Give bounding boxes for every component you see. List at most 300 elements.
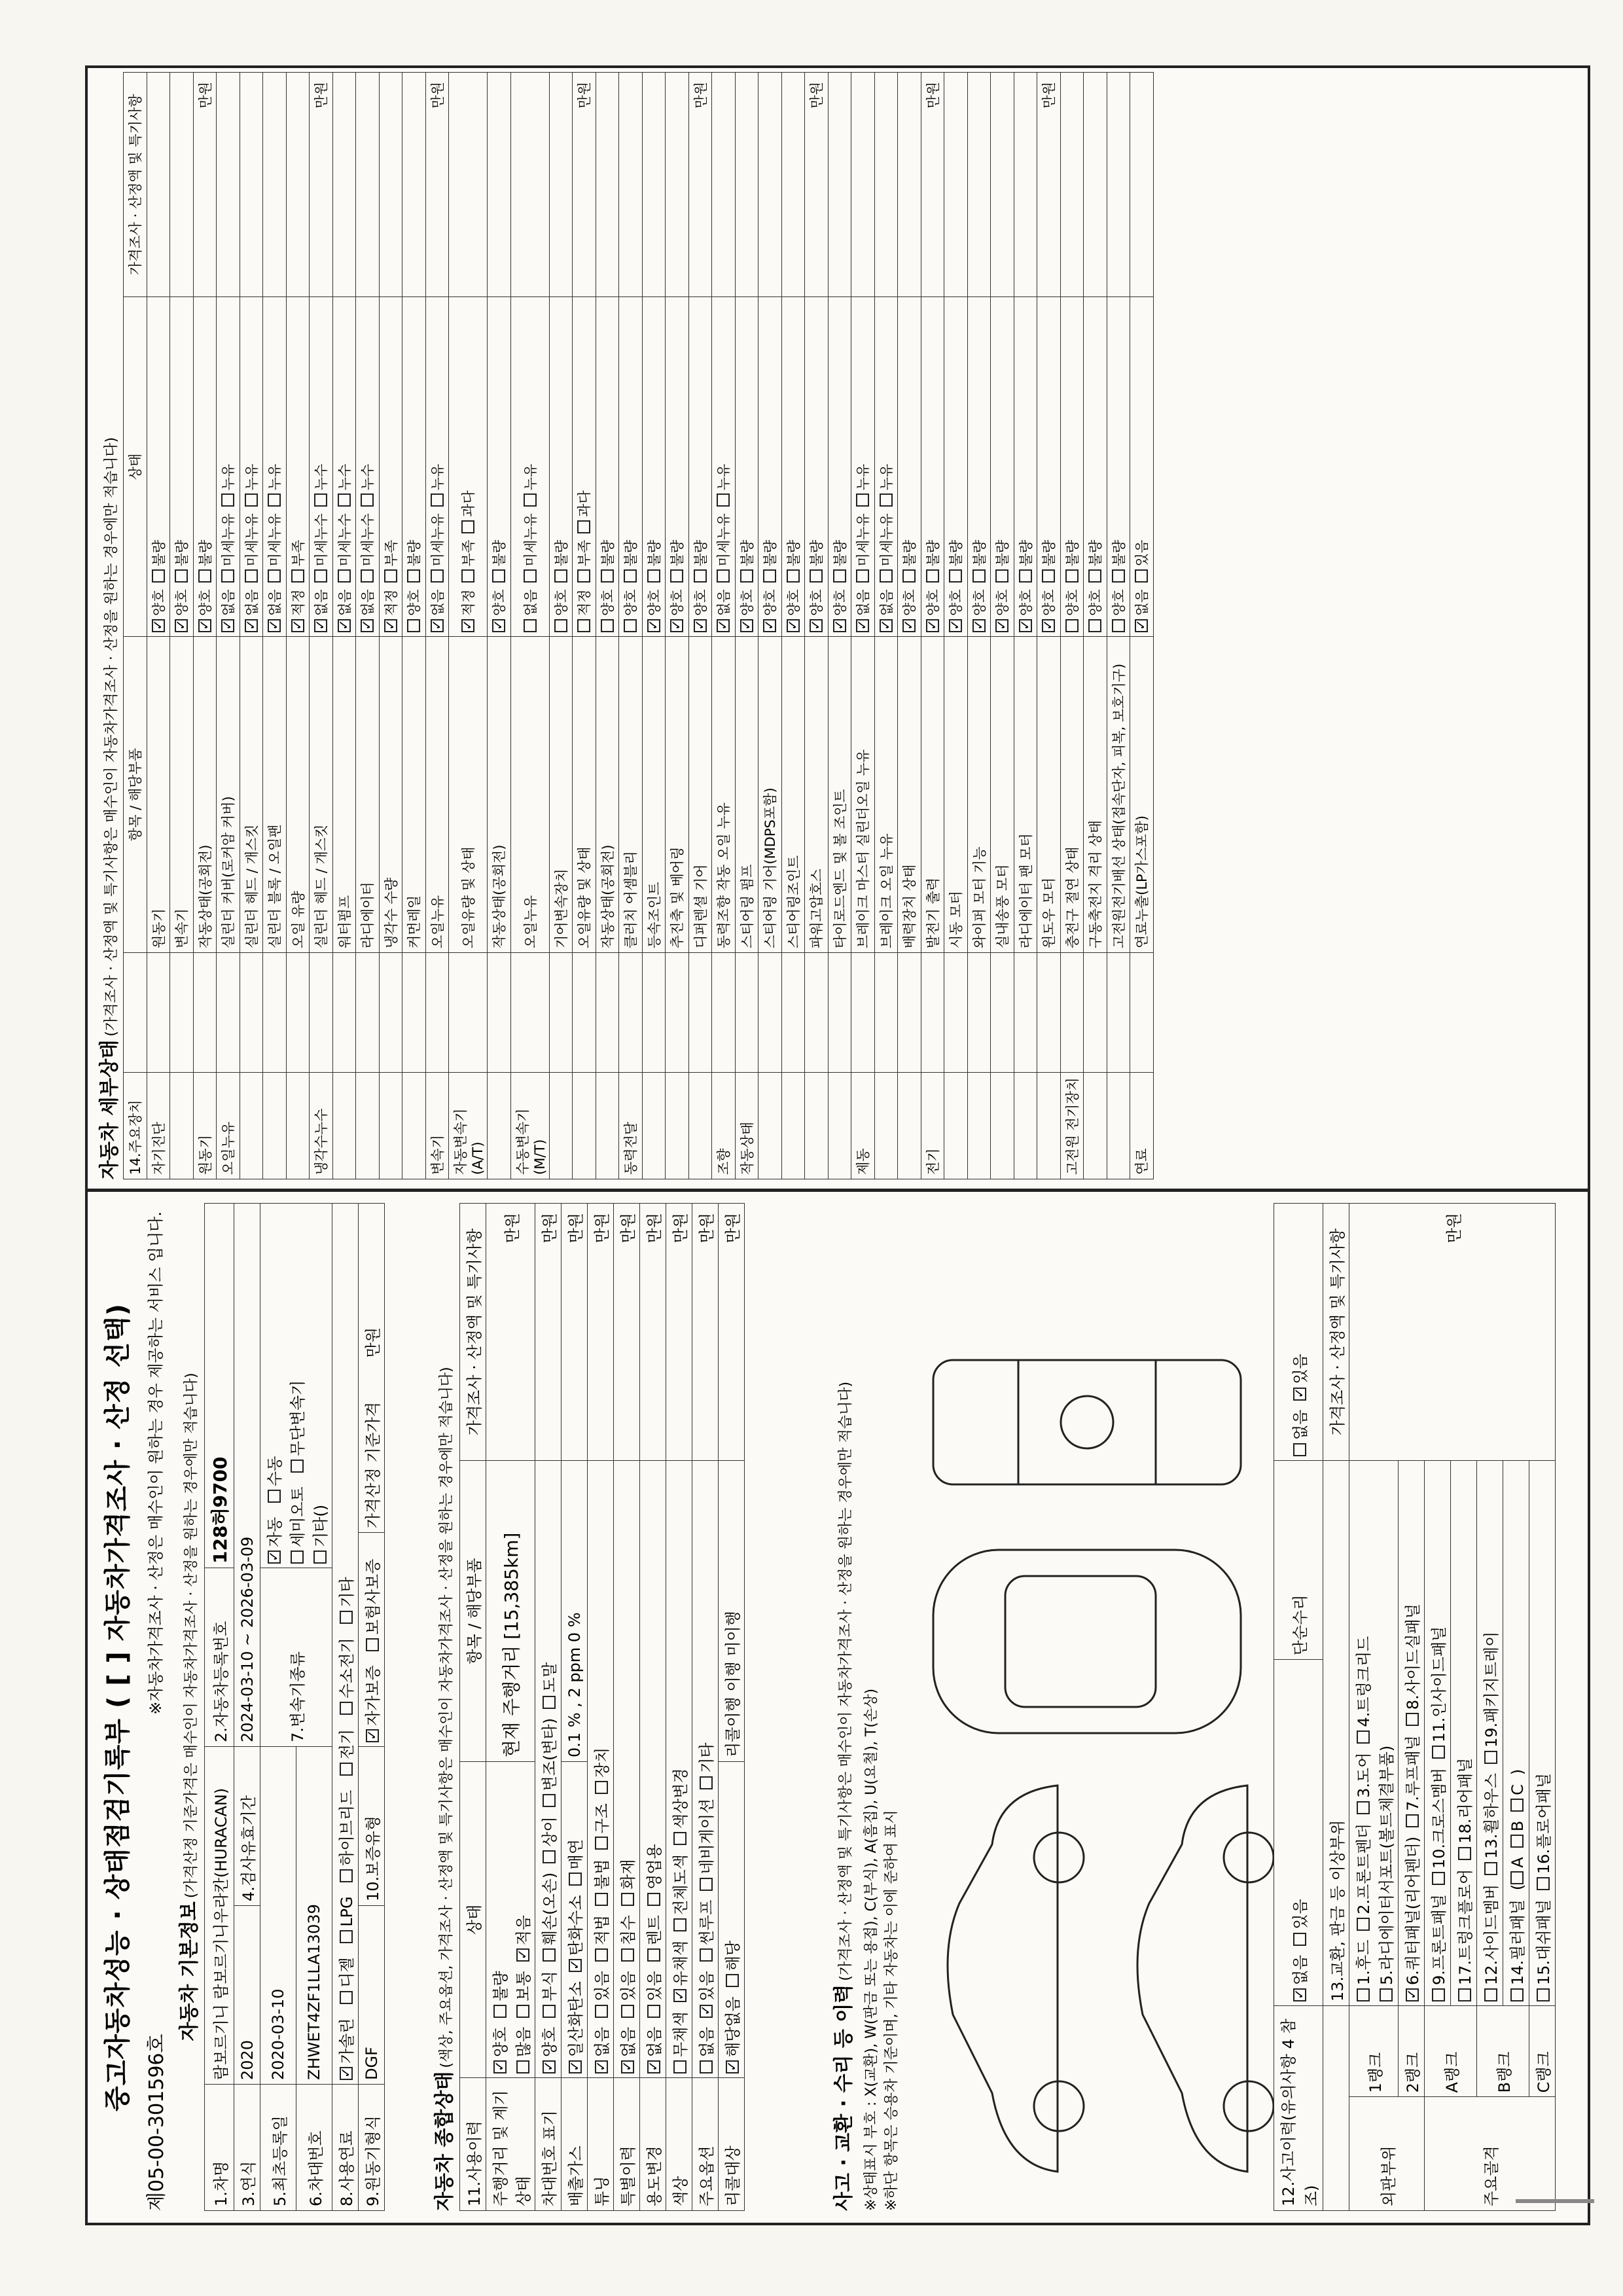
cb-sp-flood[interactable]	[621, 1948, 634, 1962]
checkbox-insurer-warranty[interactable]	[366, 1638, 379, 1651]
detail-item: 냉각수 수량	[379, 637, 402, 953]
state-checkbox[interactable]	[1019, 619, 1032, 632]
overall-label-use: 용도변경	[640, 2078, 666, 2211]
state-checkbox[interactable]	[670, 619, 683, 632]
state-checkbox[interactable]	[221, 569, 234, 583]
detail-price	[991, 73, 1014, 297]
state-checkbox[interactable]	[810, 569, 823, 583]
state-checkbox[interactable]	[245, 493, 258, 507]
state-option: 불량	[1041, 539, 1058, 567]
base-price-label: 가격산정 기준가격	[364, 1401, 382, 1529]
o-use-yes: 있음	[645, 1971, 664, 2001]
state-checkbox[interactable]	[717, 569, 730, 583]
detail-state	[510, 297, 549, 637]
detail-state	[217, 297, 240, 637]
state-checkbox[interactable]	[1019, 569, 1032, 583]
state-option: 과다	[461, 490, 476, 517]
cb-odo-few[interactable]	[516, 1948, 529, 1962]
state-checkbox[interactable]	[880, 619, 893, 632]
o-odo-bad: 불량	[491, 1971, 510, 2001]
state-checkbox[interactable]	[1135, 569, 1148, 583]
checkbox-diesel[interactable]	[340, 1991, 353, 2004]
state-checkbox[interactable]	[763, 619, 776, 632]
cb-use-rent[interactable]	[647, 1948, 660, 1962]
detail-price	[1060, 73, 1084, 297]
detail-price: 만원	[1037, 73, 1061, 297]
state-checkbox[interactable]	[361, 569, 374, 583]
overall-heading: 자동차 종합상태	[433, 2071, 456, 2211]
detail-state	[688, 297, 712, 637]
state-checkbox[interactable]	[856, 493, 869, 507]
overall-label-special: 특별이력	[614, 2078, 640, 2211]
checkbox-trans-etc[interactable]	[313, 1551, 327, 1564]
state-checkbox[interactable]	[1065, 619, 1079, 632]
state-checkbox[interactable]	[995, 619, 1008, 632]
state-checkbox[interactable]	[1088, 619, 1101, 632]
detail-item: 실린더 커버(로커암 커버)	[217, 637, 240, 953]
o-col-chrom: 유채색	[671, 1940, 690, 1986]
o-smoke: 매연	[567, 1839, 585, 1870]
detail-row	[596, 73, 619, 1179]
simple-options	[1274, 1204, 1323, 1461]
detail-group	[263, 1073, 287, 1179]
detail-price	[851, 73, 875, 297]
detail-spacer	[828, 953, 851, 1073]
detail-state	[1014, 297, 1037, 637]
detail-price	[488, 73, 511, 297]
state-checkbox[interactable]	[1042, 569, 1055, 583]
state-checkbox[interactable]	[833, 569, 846, 583]
state-checkbox[interactable]	[314, 569, 327, 583]
detail-group: 수동변속기(M/T)	[510, 1073, 549, 1179]
state-checkbox[interactable]	[245, 569, 258, 583]
state-checkbox[interactable]	[880, 493, 893, 507]
cb-col-achrom[interactable]	[673, 2060, 687, 2073]
state-checkbox[interactable]	[338, 493, 351, 507]
p-trunk-floor: 17.트렁크플로어	[1456, 1869, 1474, 1985]
state-checkbox[interactable]	[810, 619, 823, 632]
detail-row	[688, 73, 712, 1179]
state-option: 미세누수	[336, 513, 353, 567]
detail-item: 오일 유량	[286, 637, 310, 953]
tuning-unit: 만원	[588, 1204, 614, 1461]
ranka-items-2	[1451, 1461, 1477, 2006]
o-vin-damage: 훼손(오손)	[541, 1872, 559, 1946]
cb-tun-none[interactable]	[595, 2060, 608, 2073]
cb-acc-yes[interactable]	[1293, 1933, 1306, 1946]
detail-item: 라디에이터	[356, 637, 380, 953]
detail-row	[332, 73, 356, 1179]
cb-simple-none[interactable]	[1293, 1443, 1306, 1456]
cb-vin-rust[interactable]	[543, 2005, 556, 2018]
cb-tun-struct[interactable]	[595, 1837, 608, 1850]
state-option: 누유	[243, 463, 260, 491]
state-checkbox[interactable]	[601, 619, 614, 632]
cb-op-sunroof[interactable]	[700, 1948, 713, 1962]
state-checkbox[interactable]	[856, 569, 869, 583]
detail-item: 작동상태(공회전)	[193, 637, 217, 953]
cb-op-navi[interactable]	[700, 1878, 713, 1891]
state-option: 불량	[925, 539, 941, 567]
state-checkbox[interactable]	[361, 493, 374, 507]
o-col-achrom: 무채색	[671, 2011, 690, 2057]
state-checkbox[interactable]	[833, 619, 846, 632]
state-option: 양호	[739, 589, 755, 616]
detail-price	[898, 73, 921, 297]
cb-sp-none[interactable]	[621, 2060, 634, 2073]
detail-spacer	[851, 953, 875, 1073]
checkbox-hybrid[interactable]	[340, 1869, 353, 1882]
state-checkbox[interactable]	[1065, 569, 1079, 583]
label-vin: 6.차대번호	[296, 2085, 332, 2211]
cb-odo-good[interactable]	[493, 2060, 507, 2073]
detail-spacer	[488, 953, 511, 1073]
q13-label: 13.교환, 판금 등 이상부위	[1323, 1461, 1349, 2006]
p-front-panel: 9.프론트패널	[1430, 1894, 1448, 1985]
checkbox-electric[interactable]	[340, 1763, 353, 1776]
detail-spacer	[642, 953, 666, 1073]
state-checkbox[interactable]	[740, 569, 753, 583]
detail-state	[425, 297, 449, 637]
state-checkbox[interactable]	[198, 619, 211, 632]
cb-use-biz[interactable]	[647, 1893, 660, 1906]
state-option: 누유	[267, 463, 283, 491]
frame-label: 주요골격	[1425, 2097, 1556, 2211]
outer-label: 외판부위	[1349, 2097, 1425, 2211]
state-checkbox[interactable]	[624, 619, 637, 632]
state-checkbox[interactable]	[291, 569, 304, 583]
cb-vin-smear[interactable]	[543, 1696, 556, 1709]
detail-price	[596, 73, 619, 297]
state-checkbox[interactable]	[175, 569, 188, 583]
state-checkbox[interactable]	[554, 619, 567, 632]
state-checkbox[interactable]	[995, 569, 1008, 583]
state-checkbox[interactable]	[949, 619, 962, 632]
state-checkbox[interactable]	[524, 569, 537, 583]
state-checkbox[interactable]	[407, 569, 420, 583]
state-checkbox[interactable]	[694, 619, 707, 632]
cb-co[interactable]	[569, 2060, 582, 2073]
state-option: 불량	[406, 539, 423, 567]
detail-state	[573, 297, 596, 637]
state-checkbox[interactable]	[384, 619, 397, 632]
state-checkbox[interactable]	[175, 619, 188, 632]
opt-self-warranty: 자가보증	[364, 1665, 382, 1726]
state-checkbox[interactable]	[763, 569, 776, 583]
overall-label-emission: 배출가스	[562, 2078, 588, 2211]
cb-tun-device[interactable]	[595, 1781, 608, 1794]
cb-vin-damage[interactable]	[543, 1948, 556, 1962]
cb-use-yes[interactable]	[647, 2005, 660, 2018]
state-checkbox[interactable]	[670, 569, 683, 583]
detail-group	[240, 1073, 263, 1179]
state-checkbox[interactable]	[407, 619, 420, 632]
state-checkbox[interactable]	[152, 619, 165, 632]
cb-vin-diff[interactable]	[543, 1850, 556, 1863]
state-checkbox[interactable]	[338, 569, 351, 583]
detail-row	[874, 73, 898, 1179]
state-option: 양호	[1041, 589, 1058, 616]
state-checkbox[interactable]	[577, 619, 590, 632]
detail-price	[356, 73, 380, 297]
state-checkbox[interactable]	[291, 619, 304, 632]
detail-state	[1060, 297, 1084, 637]
o-op-sunroof: 썬루프	[698, 1899, 716, 1946]
cb-rec-yes[interactable]	[726, 1974, 739, 1987]
state-option: 미세누유	[878, 513, 895, 567]
basic-info-section	[173, 1203, 385, 2211]
state-option: 불량	[151, 539, 167, 567]
detail-item: 작동상태(공회전)	[596, 637, 619, 953]
cb-odo-bad[interactable]	[493, 2005, 507, 2018]
checkbox-fuel-etc[interactable]	[340, 1611, 353, 1624]
opt-cvt: 무단변속기	[289, 1380, 307, 1456]
state-option: 양호	[925, 589, 941, 616]
checkbox-lpg[interactable]	[340, 1930, 353, 1943]
value-first-reg: 2020-03-10	[260, 1747, 296, 2085]
state-checkbox[interactable]	[787, 619, 800, 632]
state-checkbox[interactable]	[787, 569, 800, 583]
state-checkbox[interactable]	[554, 569, 567, 583]
detail-price	[263, 73, 287, 297]
state-checkbox[interactable]	[856, 619, 869, 632]
state-checkbox[interactable]	[461, 619, 474, 632]
state-checkbox[interactable]	[902, 619, 916, 632]
state-checkbox[interactable]	[624, 569, 637, 583]
detail-item: 오일유량 및 상태	[573, 637, 596, 953]
state-checkbox[interactable]	[221, 493, 234, 507]
rankb-label: B랭크	[1477, 2006, 1529, 2098]
state-option: 없음	[855, 589, 872, 616]
detail-group: 자기진단	[147, 1073, 170, 1179]
state-checkbox[interactable]	[314, 619, 327, 632]
p-floor: 16.플로어패널	[1535, 1773, 1553, 1874]
detail-group	[379, 1073, 402, 1179]
state-checkbox[interactable]	[972, 619, 986, 632]
state-checkbox[interactable]	[492, 619, 505, 632]
detail-price	[217, 73, 240, 297]
overall-h-state: 상태	[460, 1762, 486, 2078]
label-warranty: 10.보증유형	[359, 1747, 385, 1906]
cb-tun-illegal[interactable]	[595, 1893, 608, 1906]
state-checkbox[interactable]	[717, 493, 730, 507]
state-checkbox[interactable]	[461, 520, 474, 533]
detail-group	[1107, 1073, 1130, 1179]
legend-symbols: ※상태표시 부호 : X(교환), W(판금 또는 용접), C(부식), A(흠집), U(요철), T(손상)	[863, 1688, 880, 2211]
state-option: 양호	[491, 589, 508, 616]
state-checkbox[interactable]	[577, 569, 590, 583]
state-checkbox[interactable]	[268, 569, 281, 583]
state-checkbox[interactable]	[694, 569, 707, 583]
cb-tun-yes[interactable]	[595, 2005, 608, 2018]
label-validity: 4.검사유효기간	[234, 1747, 260, 1906]
detail-spacer	[449, 953, 488, 1073]
cb-simple-yes[interactable]	[1293, 1388, 1306, 1401]
state-option: 불량	[197, 539, 213, 567]
state-checkbox[interactable]	[647, 569, 660, 583]
detail-group	[967, 1073, 991, 1179]
car-diagram	[907, 1203, 1274, 2211]
cb-odo-normal[interactable]	[516, 2005, 529, 2018]
state-option: 불량	[739, 539, 755, 567]
state-checkbox[interactable]	[740, 619, 753, 632]
state-checkbox[interactable]	[1135, 619, 1148, 632]
state-option: 불량	[971, 539, 988, 567]
state-option: 양호	[623, 589, 639, 616]
detail-row	[263, 73, 287, 1179]
cb-smoke[interactable]	[569, 1873, 582, 1886]
detail-item: 오일누유	[425, 637, 449, 953]
detail-price	[402, 73, 426, 297]
detail-price: 만원	[193, 73, 217, 297]
state-checkbox[interactable]	[314, 493, 327, 507]
detail-spacer	[991, 953, 1014, 1073]
detail-row	[449, 73, 488, 1179]
state-checkbox[interactable]	[198, 569, 211, 583]
detail-group: 자동변속기(A/T)	[449, 1073, 488, 1179]
detail-price	[828, 73, 851, 297]
state-checkbox[interactable]	[431, 493, 444, 507]
state-checkbox[interactable]	[647, 619, 660, 632]
checkbox-auto[interactable]	[268, 1551, 281, 1564]
state-checkbox[interactable]	[926, 619, 939, 632]
state-checkbox[interactable]	[601, 569, 614, 583]
detail-item: 오일유량 및 상태	[449, 637, 488, 953]
detail-item: 발전기 출력	[921, 637, 944, 953]
cb-op-etc[interactable]	[700, 1776, 713, 1789]
state-checkbox[interactable]	[152, 569, 165, 583]
checkbox-gasoline[interactable]	[340, 2067, 353, 2080]
detail-group: 제동	[851, 1073, 875, 1179]
detail-item: 라디에이터 팬 모터	[1014, 637, 1037, 953]
detail-spacer	[596, 953, 619, 1073]
detail-group	[688, 1073, 712, 1179]
detail-row	[712, 73, 736, 1179]
label-first-reg: 5.최초등록일	[260, 2085, 296, 2211]
detail-row	[240, 73, 263, 1179]
cb-odo-many[interactable]	[516, 2060, 529, 2073]
state-checkbox[interactable]	[524, 493, 537, 507]
state-checkbox[interactable]	[577, 520, 590, 533]
cb-tun-legal[interactable]	[595, 1948, 608, 1962]
cb-col-change[interactable]	[673, 1832, 687, 1845]
checkbox-self-warranty[interactable]	[366, 1729, 379, 1742]
state-checkbox[interactable]	[880, 569, 893, 583]
state-option: 미세누유	[855, 513, 872, 567]
cb-col-chrom[interactable]	[673, 1989, 687, 2002]
detail-spacer	[944, 953, 968, 1073]
cb-sp-yes[interactable]	[621, 2005, 634, 2018]
state-checkbox[interactable]	[949, 569, 962, 583]
detail-item: 파워고압호스	[805, 637, 829, 953]
detail-item: 추진축 및 베어링	[666, 637, 689, 953]
state-option: 있음	[1134, 539, 1150, 567]
state-checkbox[interactable]	[1042, 619, 1055, 632]
state-checkbox[interactable]	[268, 619, 281, 632]
state-checkbox[interactable]	[926, 569, 939, 583]
state-checkbox[interactable]	[361, 619, 374, 632]
detail-row	[828, 73, 851, 1179]
detail-item: 기어변속장치	[549, 637, 573, 953]
p-fender: 2.프론트펜더	[1355, 1823, 1373, 1914]
p-inside: 11.인사이드패널	[1430, 1626, 1448, 1743]
detail-group: 동력전달	[619, 1073, 643, 1179]
cb-hc[interactable]	[569, 1959, 582, 1972]
state-option: 누수	[313, 463, 330, 491]
cb-vin-good[interactable]	[543, 2060, 556, 2073]
state-checkbox[interactable]	[1112, 569, 1125, 583]
o-op-etc: 기타	[698, 1742, 716, 1773]
color-options	[666, 1461, 692, 2078]
detail-group: 원동기	[193, 1073, 217, 1179]
detail-item: 실내송풍 모터	[991, 637, 1014, 953]
o-sp-fire: 화재	[619, 1859, 637, 1890]
cb-op-none[interactable]	[700, 2060, 713, 2073]
state-checkbox[interactable]	[245, 619, 258, 632]
cb-vin-alter[interactable]	[543, 1794, 556, 1807]
cb-rec-na[interactable]	[726, 2060, 739, 2073]
checkbox-manual[interactable]	[268, 1490, 281, 1503]
state-checkbox[interactable]	[717, 619, 730, 632]
service-note: ※자동차가격조사 · 산정은 매수인이 원하는 경우 제공하는 서비스 입니다.	[147, 1211, 165, 1715]
state-checkbox[interactable]	[384, 569, 397, 583]
state-checkbox[interactable]	[431, 569, 444, 583]
state-checkbox[interactable]	[972, 569, 986, 583]
detail-spacer	[425, 953, 449, 1073]
state-checkbox[interactable]	[461, 569, 474, 583]
cb-use-none[interactable]	[647, 2060, 660, 2073]
cb-op-yes[interactable]	[700, 2005, 713, 2018]
value-year: 2020	[234, 1906, 260, 2085]
state-checkbox[interactable]	[268, 493, 281, 507]
state-checkbox[interactable]	[492, 569, 505, 583]
detail-state	[781, 297, 805, 637]
o-sp-yes: 있음	[619, 1971, 637, 2001]
rank1-label: 1랭크	[1349, 2006, 1399, 2098]
o-vin-smear: 도말	[541, 1662, 559, 1693]
checkbox-cvt[interactable]	[291, 1460, 304, 1473]
state-option: 불량	[948, 539, 965, 567]
recall-options	[719, 1762, 745, 2078]
state-checkbox[interactable]	[431, 619, 444, 632]
state-option: 과다	[577, 490, 593, 517]
acc-price-label: 가격조사 · 산정액 및 특기사항	[1323, 1204, 1349, 1461]
cb-acc-none[interactable]	[1293, 1988, 1306, 2001]
state-checkbox[interactable]	[338, 619, 351, 632]
state-checkbox[interactable]	[1112, 619, 1125, 632]
checkbox-hydrogen[interactable]	[340, 1702, 353, 1715]
overall-note: (색상, 주요옵션, 가격조사 · 산정액 및 특기사항은 매수인이 자동차가격조사 · 산정을 원하는 경우에만 적습니다)	[438, 1367, 455, 2068]
detail-group	[758, 1073, 782, 1179]
detail-row	[170, 73, 194, 1179]
checkbox-semi[interactable]	[291, 1551, 304, 1564]
state-option: 양호	[832, 589, 848, 616]
state-checkbox[interactable]	[902, 569, 916, 583]
detail-row	[758, 73, 782, 1179]
state-checkbox[interactable]	[524, 619, 537, 632]
state-checkbox[interactable]	[1088, 569, 1101, 583]
accident-note: (가격조사 · 산정액 및 특기사항은 매수인이 자동차가격조사 · 산정을 원하는 경우에만 적습니다)	[838, 1381, 854, 1981]
state-checkbox[interactable]	[221, 619, 234, 632]
detail-item: 디퍼렌셜 기어	[688, 637, 712, 953]
cb-sp-fire[interactable]	[621, 1893, 634, 1906]
cb-col-full[interactable]	[673, 1918, 687, 1931]
detail-group	[488, 1073, 511, 1179]
detail-group	[170, 1073, 194, 1179]
basic-info-table	[204, 1203, 385, 2211]
detail-row	[549, 73, 573, 1179]
label-transmission: 7.변속기종류	[260, 1568, 332, 1747]
